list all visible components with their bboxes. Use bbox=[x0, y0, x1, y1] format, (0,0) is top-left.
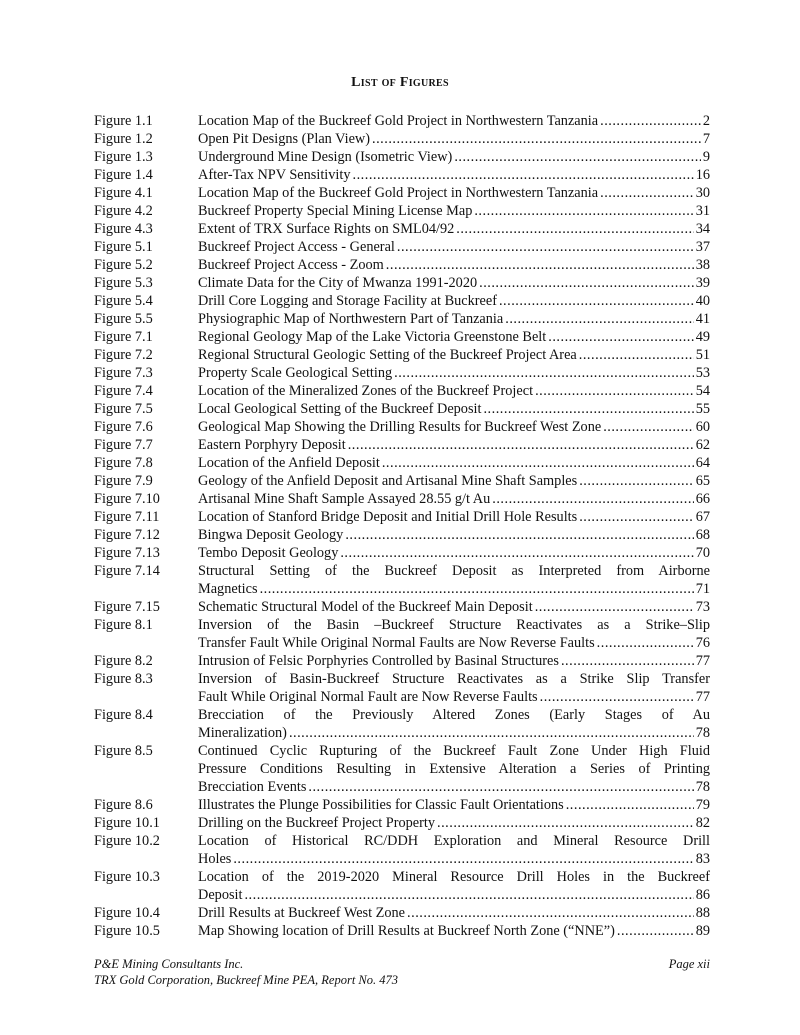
figure-title-line: Inversion of Basin-Buckreef Structure Reactivates as a Strike Slip Transfer bbox=[198, 671, 710, 687]
figure-entry[interactable] bbox=[94, 364, 710, 382]
dot-leader bbox=[561, 652, 694, 670]
figure-number: Figure 7.3 bbox=[94, 365, 153, 381]
figure-number: Figure 10.4 bbox=[94, 905, 160, 921]
figure-page-number: 68 bbox=[695, 527, 710, 543]
figure-entry[interactable] bbox=[94, 670, 710, 706]
figure-number: Figure 7.2 bbox=[94, 347, 153, 363]
dot-leader bbox=[600, 184, 694, 202]
figure-caption bbox=[198, 922, 710, 940]
figure-page-number: 83 bbox=[695, 851, 710, 867]
figure-page-number: 38 bbox=[695, 257, 710, 273]
figure-caption bbox=[198, 202, 710, 220]
figure-caption bbox=[198, 148, 710, 166]
figure-title-line: Buckreef Property Special Mining License Map bbox=[198, 203, 473, 219]
figure-entry[interactable] bbox=[94, 868, 710, 904]
figure-title-line: Transfer Fault While Original Normal Faults are Now Reverse Faults bbox=[198, 635, 595, 651]
figure-title-line: Drill Results at Buckreef West Zone bbox=[198, 905, 406, 921]
figure-caption bbox=[198, 364, 710, 382]
figure-title-line: Magnetics bbox=[198, 581, 258, 597]
figure-caption bbox=[198, 220, 710, 238]
figure-caption bbox=[198, 310, 710, 328]
figure-entry[interactable] bbox=[94, 400, 710, 418]
figure-number: Figure 5.4 bbox=[94, 293, 153, 309]
figure-caption bbox=[198, 508, 710, 526]
figure-title-line: Location of the Mineralized Zones of the Buckreef Project bbox=[198, 383, 534, 399]
figure-page-number: 70 bbox=[695, 545, 710, 561]
dot-leader bbox=[382, 454, 694, 472]
figure-number: Figure 7.12 bbox=[94, 527, 160, 543]
figure-caption bbox=[198, 868, 710, 904]
figure-number: Figure 5.3 bbox=[94, 275, 153, 291]
figure-entry[interactable] bbox=[94, 130, 710, 148]
figure-title-line: Holes bbox=[198, 851, 232, 867]
figure-entry[interactable] bbox=[94, 310, 710, 328]
figure-number: Figure 1.4 bbox=[94, 167, 153, 183]
figure-number: Figure 4.1 bbox=[94, 185, 153, 201]
footer-page-number: Page xii bbox=[668, 957, 710, 971]
figure-number: Figure 1.3 bbox=[94, 149, 153, 165]
figure-title-line: Extent of TRX Surface Rights on SML04/92 bbox=[198, 221, 455, 237]
figure-page-number: 9 bbox=[702, 149, 710, 165]
figure-title-line: Physiographic Map of Northwestern Part of Tanzania bbox=[198, 311, 504, 327]
dot-leader bbox=[505, 310, 693, 328]
figure-entry[interactable] bbox=[94, 256, 710, 274]
figure-title-line: Drill Core Logging and Storage Facility at Buckreef bbox=[198, 293, 497, 309]
figure-title-line: Structural Setting of the Buckreef Deposit as Interpreted from Airborne bbox=[198, 563, 710, 579]
figure-caption bbox=[198, 670, 710, 706]
dot-leader bbox=[244, 886, 693, 904]
figure-title-line: Open Pit Designs (Plan View) bbox=[198, 131, 371, 147]
figure-page-number: 49 bbox=[695, 329, 710, 345]
dot-leader bbox=[535, 598, 694, 616]
dot-leader bbox=[474, 202, 693, 220]
figure-caption bbox=[198, 166, 710, 184]
figure-page-number: 77 bbox=[695, 689, 710, 705]
dot-leader bbox=[540, 688, 694, 706]
dot-leader bbox=[353, 166, 694, 184]
figure-number: Figure 7.9 bbox=[94, 473, 153, 489]
figure-caption bbox=[198, 382, 710, 400]
dot-leader bbox=[600, 112, 701, 130]
figure-entry[interactable] bbox=[94, 814, 710, 832]
figure-page-number: 82 bbox=[695, 815, 710, 831]
figure-page-number: 34 bbox=[695, 221, 710, 237]
figure-entry[interactable] bbox=[94, 148, 710, 166]
figure-caption bbox=[198, 400, 710, 418]
figure-entry[interactable] bbox=[94, 652, 710, 670]
figure-title-line: Brecciation Events bbox=[198, 779, 307, 795]
figure-title-line: Location of the 2019-2020 Mineral Resource Drill Holes in the Buckreef bbox=[198, 869, 710, 885]
dot-leader bbox=[372, 130, 701, 148]
figure-page-number: 30 bbox=[695, 185, 710, 201]
dot-leader bbox=[233, 850, 693, 868]
page-title: List of Figures bbox=[351, 75, 449, 90]
figure-entry[interactable] bbox=[94, 238, 710, 256]
figure-caption bbox=[198, 814, 710, 832]
figure-page-number: 41 bbox=[695, 311, 710, 327]
page-footer bbox=[94, 956, 710, 988]
figure-entry[interactable] bbox=[94, 436, 710, 454]
dot-leader bbox=[394, 364, 694, 382]
figure-entry[interactable] bbox=[94, 472, 710, 490]
figure-number: Figure 7.4 bbox=[94, 383, 153, 399]
figure-number: Figure 5.5 bbox=[94, 311, 153, 327]
figure-caption bbox=[198, 652, 710, 670]
figure-number: Figure 10.5 bbox=[94, 923, 160, 939]
figure-number: Figure 1.2 bbox=[94, 131, 153, 147]
figure-title-line: Drilling on the Buckreef Project Property bbox=[198, 815, 436, 831]
dot-leader bbox=[407, 904, 694, 922]
figure-page-number: 78 bbox=[695, 725, 710, 741]
figure-entry[interactable] bbox=[94, 742, 710, 796]
figure-page-number: 39 bbox=[695, 275, 710, 291]
dot-leader bbox=[597, 634, 694, 652]
figure-page-number: 55 bbox=[695, 401, 710, 417]
figure-caption bbox=[198, 832, 710, 868]
figure-entry[interactable] bbox=[94, 382, 710, 400]
figure-page-number: 71 bbox=[695, 581, 710, 597]
figure-entry[interactable] bbox=[94, 454, 710, 472]
figure-title-line: Buckreef Project Access - Zoom bbox=[198, 257, 384, 273]
figure-caption bbox=[198, 616, 710, 652]
figure-page-number: 89 bbox=[695, 923, 710, 939]
figure-number: Figure 10.3 bbox=[94, 869, 160, 885]
figure-entry[interactable] bbox=[94, 562, 710, 598]
figure-number: Figure 7.15 bbox=[94, 599, 160, 615]
dot-leader bbox=[340, 544, 693, 562]
figure-entry[interactable] bbox=[94, 922, 710, 940]
figure-caption bbox=[198, 418, 710, 436]
figure-title-line: Underground Mine Design (Isometric View) bbox=[198, 149, 453, 165]
figure-number: Figure 4.3 bbox=[94, 221, 153, 237]
figure-title-line: Regional Structural Geologic Setting of the Buckreef Project Area bbox=[198, 347, 577, 363]
figure-entry[interactable] bbox=[94, 112, 710, 130]
figure-caption bbox=[198, 904, 710, 922]
figure-title-line: Illustrates the Plunge Possibilities for Classic Fault Orientations bbox=[198, 797, 564, 813]
dot-leader bbox=[579, 508, 694, 526]
figure-number: Figure 7.6 bbox=[94, 419, 153, 435]
figure-entry[interactable] bbox=[94, 490, 710, 508]
figure-title-line: Location of the Anfield Deposit bbox=[198, 455, 380, 471]
dot-leader bbox=[437, 814, 694, 832]
dot-leader bbox=[535, 382, 694, 400]
figure-number: Figure 7.14 bbox=[94, 563, 160, 579]
figure-page-number: 79 bbox=[695, 797, 710, 813]
dot-leader bbox=[289, 724, 694, 742]
figure-title-line: Local Geological Setting of the Buckreef Deposit bbox=[198, 401, 482, 417]
figure-number: Figure 5.2 bbox=[94, 257, 153, 273]
figure-page-number: 66 bbox=[695, 491, 710, 507]
figure-title-line: Pressure Conditions Resulting in Extensive Alteration a Series of Printing bbox=[198, 761, 710, 777]
figure-caption bbox=[198, 472, 710, 490]
dot-leader bbox=[479, 274, 694, 292]
figure-number: Figure 8.5 bbox=[94, 743, 153, 759]
figure-entry[interactable] bbox=[94, 292, 710, 310]
figure-caption bbox=[198, 706, 710, 742]
figure-page-number: 31 bbox=[695, 203, 710, 219]
dot-leader bbox=[397, 238, 694, 256]
figure-page-number: 54 bbox=[695, 383, 710, 399]
figure-caption bbox=[198, 562, 710, 598]
figure-title-line: Brecciation of the Previously Altered Zones (Early Stages of Au bbox=[198, 707, 710, 723]
figure-title-line: Map Showing location of Drill Results at Buckreef North Zone (“NNE”) bbox=[198, 923, 615, 939]
figure-entry[interactable] bbox=[94, 796, 710, 814]
figure-entry[interactable] bbox=[94, 832, 710, 868]
figure-number: Figure 7.13 bbox=[94, 545, 160, 561]
figure-page-number: 53 bbox=[695, 365, 710, 381]
dot-leader bbox=[308, 778, 693, 796]
dot-leader bbox=[548, 328, 693, 346]
figure-page-number: 77 bbox=[695, 653, 710, 669]
figure-number: Figure 7.5 bbox=[94, 401, 153, 417]
figure-title-line: Inversion of the Basin –Buckreef Structure Reactivates as a Strike–Slip bbox=[198, 617, 710, 633]
figure-caption bbox=[198, 274, 710, 292]
figure-number: Figure 7.1 bbox=[94, 329, 153, 345]
figure-page-number: 51 bbox=[695, 347, 710, 363]
figure-title-line: Location of Stanford Bridge Deposit and Initial Drill Hole Results bbox=[198, 509, 578, 525]
footer-company: P&E Mining Consultants Inc. bbox=[94, 957, 244, 971]
figure-page-number: 64 bbox=[695, 455, 710, 471]
figure-list bbox=[94, 112, 710, 940]
figure-caption bbox=[198, 796, 710, 814]
figure-title-line: Continued Cyclic Rupturing of the Buckreef Fault Zone Under High Fluid bbox=[198, 743, 710, 759]
figure-page-number: 67 bbox=[695, 509, 710, 525]
figure-title-line: Mineralization) bbox=[198, 725, 287, 741]
figure-title-line: Tembo Deposit Geology bbox=[198, 545, 339, 561]
figure-number: Figure 10.1 bbox=[94, 815, 160, 831]
figure-page-number: 62 bbox=[695, 437, 710, 453]
figure-caption bbox=[198, 490, 710, 508]
figure-title-line: Location Map of the Buckreef Gold Project in Northwestern Tanzania bbox=[198, 185, 599, 201]
figure-caption bbox=[198, 526, 710, 544]
figure-entry[interactable] bbox=[94, 166, 710, 184]
figure-title-line: Intrusion of Felsic Porphyries Controlled by Basinal Structures bbox=[198, 653, 559, 669]
dot-leader bbox=[483, 400, 693, 418]
figure-title-line: Property Scale Geological Setting bbox=[198, 365, 393, 381]
figure-page-number: 73 bbox=[695, 599, 710, 615]
figure-page-number: 60 bbox=[695, 419, 710, 435]
figure-number: Figure 10.2 bbox=[94, 833, 160, 849]
figure-number: Figure 8.6 bbox=[94, 797, 153, 813]
dot-leader bbox=[579, 346, 694, 364]
figure-title-line: After-Tax NPV Sensitivity bbox=[198, 167, 351, 183]
figure-title-line: Location of Historical RC/DDH Exploration and Mineral Resource Drill bbox=[198, 833, 710, 849]
dot-leader bbox=[260, 580, 694, 598]
dot-leader bbox=[345, 526, 693, 544]
figure-entry[interactable] bbox=[94, 544, 710, 562]
figure-title-line: Geology of the Anfield Deposit and Artisanal Mine Shaft Samples bbox=[198, 473, 578, 489]
figure-page-number: 88 bbox=[695, 905, 710, 921]
figure-number: Figure 8.4 bbox=[94, 707, 153, 723]
figure-page-number: 7 bbox=[702, 131, 710, 147]
figure-caption bbox=[198, 292, 710, 310]
figure-entry[interactable] bbox=[94, 706, 710, 742]
figure-entry[interactable] bbox=[94, 328, 710, 346]
figure-page-number: 2 bbox=[702, 113, 710, 129]
figure-caption bbox=[198, 454, 710, 472]
figure-caption bbox=[198, 742, 710, 796]
figure-title-line: Buckreef Project Access - General bbox=[198, 239, 395, 255]
figure-page-number: 78 bbox=[695, 779, 710, 795]
figure-caption bbox=[198, 544, 710, 562]
figure-number: Figure 5.1 bbox=[94, 239, 153, 255]
figure-title-line: Regional Geology Map of the Lake Victoria Greenstone Belt bbox=[198, 329, 547, 345]
figure-entry[interactable] bbox=[94, 904, 710, 922]
dot-leader bbox=[456, 220, 693, 238]
figure-page-number: 65 bbox=[695, 473, 710, 489]
figure-entry[interactable] bbox=[94, 598, 710, 616]
figure-title-line: Schematic Structural Model of the Buckreef Main Deposit bbox=[198, 599, 533, 615]
figure-caption bbox=[198, 436, 710, 454]
figure-page-number: 16 bbox=[695, 167, 710, 183]
figure-number: Figure 8.3 bbox=[94, 671, 153, 687]
figure-caption bbox=[198, 328, 710, 346]
figure-entry[interactable] bbox=[94, 418, 710, 436]
figure-caption bbox=[198, 112, 710, 130]
dot-leader bbox=[492, 490, 693, 508]
figure-title-line: Fault While Original Normal Fault are Now Reverse Faults bbox=[198, 689, 538, 705]
figure-number: Figure 7.10 bbox=[94, 491, 160, 507]
figure-title-line: Location Map of the Buckreef Gold Project in Northwestern Tanzania bbox=[198, 113, 599, 129]
figure-entry[interactable] bbox=[94, 274, 710, 292]
figure-number: Figure 1.1 bbox=[94, 113, 153, 129]
footer-report: TRX Gold Corporation, Buckreef Mine PEA, Report No. 473 bbox=[94, 973, 399, 987]
figure-title-line: Climate Data for the City of Mwanza 1991-2020 bbox=[198, 275, 478, 291]
figure-caption bbox=[198, 184, 710, 202]
figure-caption bbox=[198, 598, 710, 616]
figure-caption bbox=[198, 130, 710, 148]
figure-title-line: Bingwa Deposit Geology bbox=[198, 527, 344, 543]
figure-entry[interactable] bbox=[94, 616, 710, 652]
dot-leader bbox=[603, 418, 694, 436]
figure-entry[interactable] bbox=[94, 508, 710, 526]
figure-caption bbox=[198, 256, 710, 274]
figure-title-line: Deposit bbox=[198, 887, 243, 903]
figure-number: Figure 7.7 bbox=[94, 437, 153, 453]
figure-entry[interactable] bbox=[94, 202, 710, 220]
figure-number: Figure 7.8 bbox=[94, 455, 153, 471]
dot-leader bbox=[386, 256, 694, 274]
figure-entry[interactable] bbox=[94, 526, 710, 544]
dot-leader bbox=[579, 472, 694, 490]
dot-leader bbox=[348, 436, 694, 454]
figure-page-number: 76 bbox=[695, 635, 710, 651]
figure-page-number: 37 bbox=[695, 239, 710, 255]
figure-entry[interactable] bbox=[94, 346, 710, 364]
figure-number: Figure 7.11 bbox=[94, 509, 160, 525]
figure-entry[interactable] bbox=[94, 184, 710, 202]
figure-page-number: 86 bbox=[695, 887, 710, 903]
dot-leader bbox=[617, 922, 694, 940]
figure-page-number: 40 bbox=[695, 293, 710, 309]
figure-number: Figure 4.2 bbox=[94, 203, 153, 219]
figure-caption bbox=[198, 238, 710, 256]
figure-number: Figure 8.1 bbox=[94, 617, 153, 633]
figure-entry[interactable] bbox=[94, 220, 710, 238]
figure-caption bbox=[198, 346, 710, 364]
dot-leader bbox=[499, 292, 694, 310]
figure-number: Figure 8.2 bbox=[94, 653, 153, 669]
figure-title-line: Geological Map Showing the Drilling Results for Buckreef West Zone bbox=[198, 419, 602, 435]
figure-title-line: Eastern Porphyry Deposit bbox=[198, 437, 346, 453]
figure-title-line: Artisanal Mine Shaft Sample Assayed 28.55 g/t Au bbox=[198, 491, 491, 507]
dot-leader bbox=[566, 796, 694, 814]
dot-leader bbox=[454, 148, 701, 166]
